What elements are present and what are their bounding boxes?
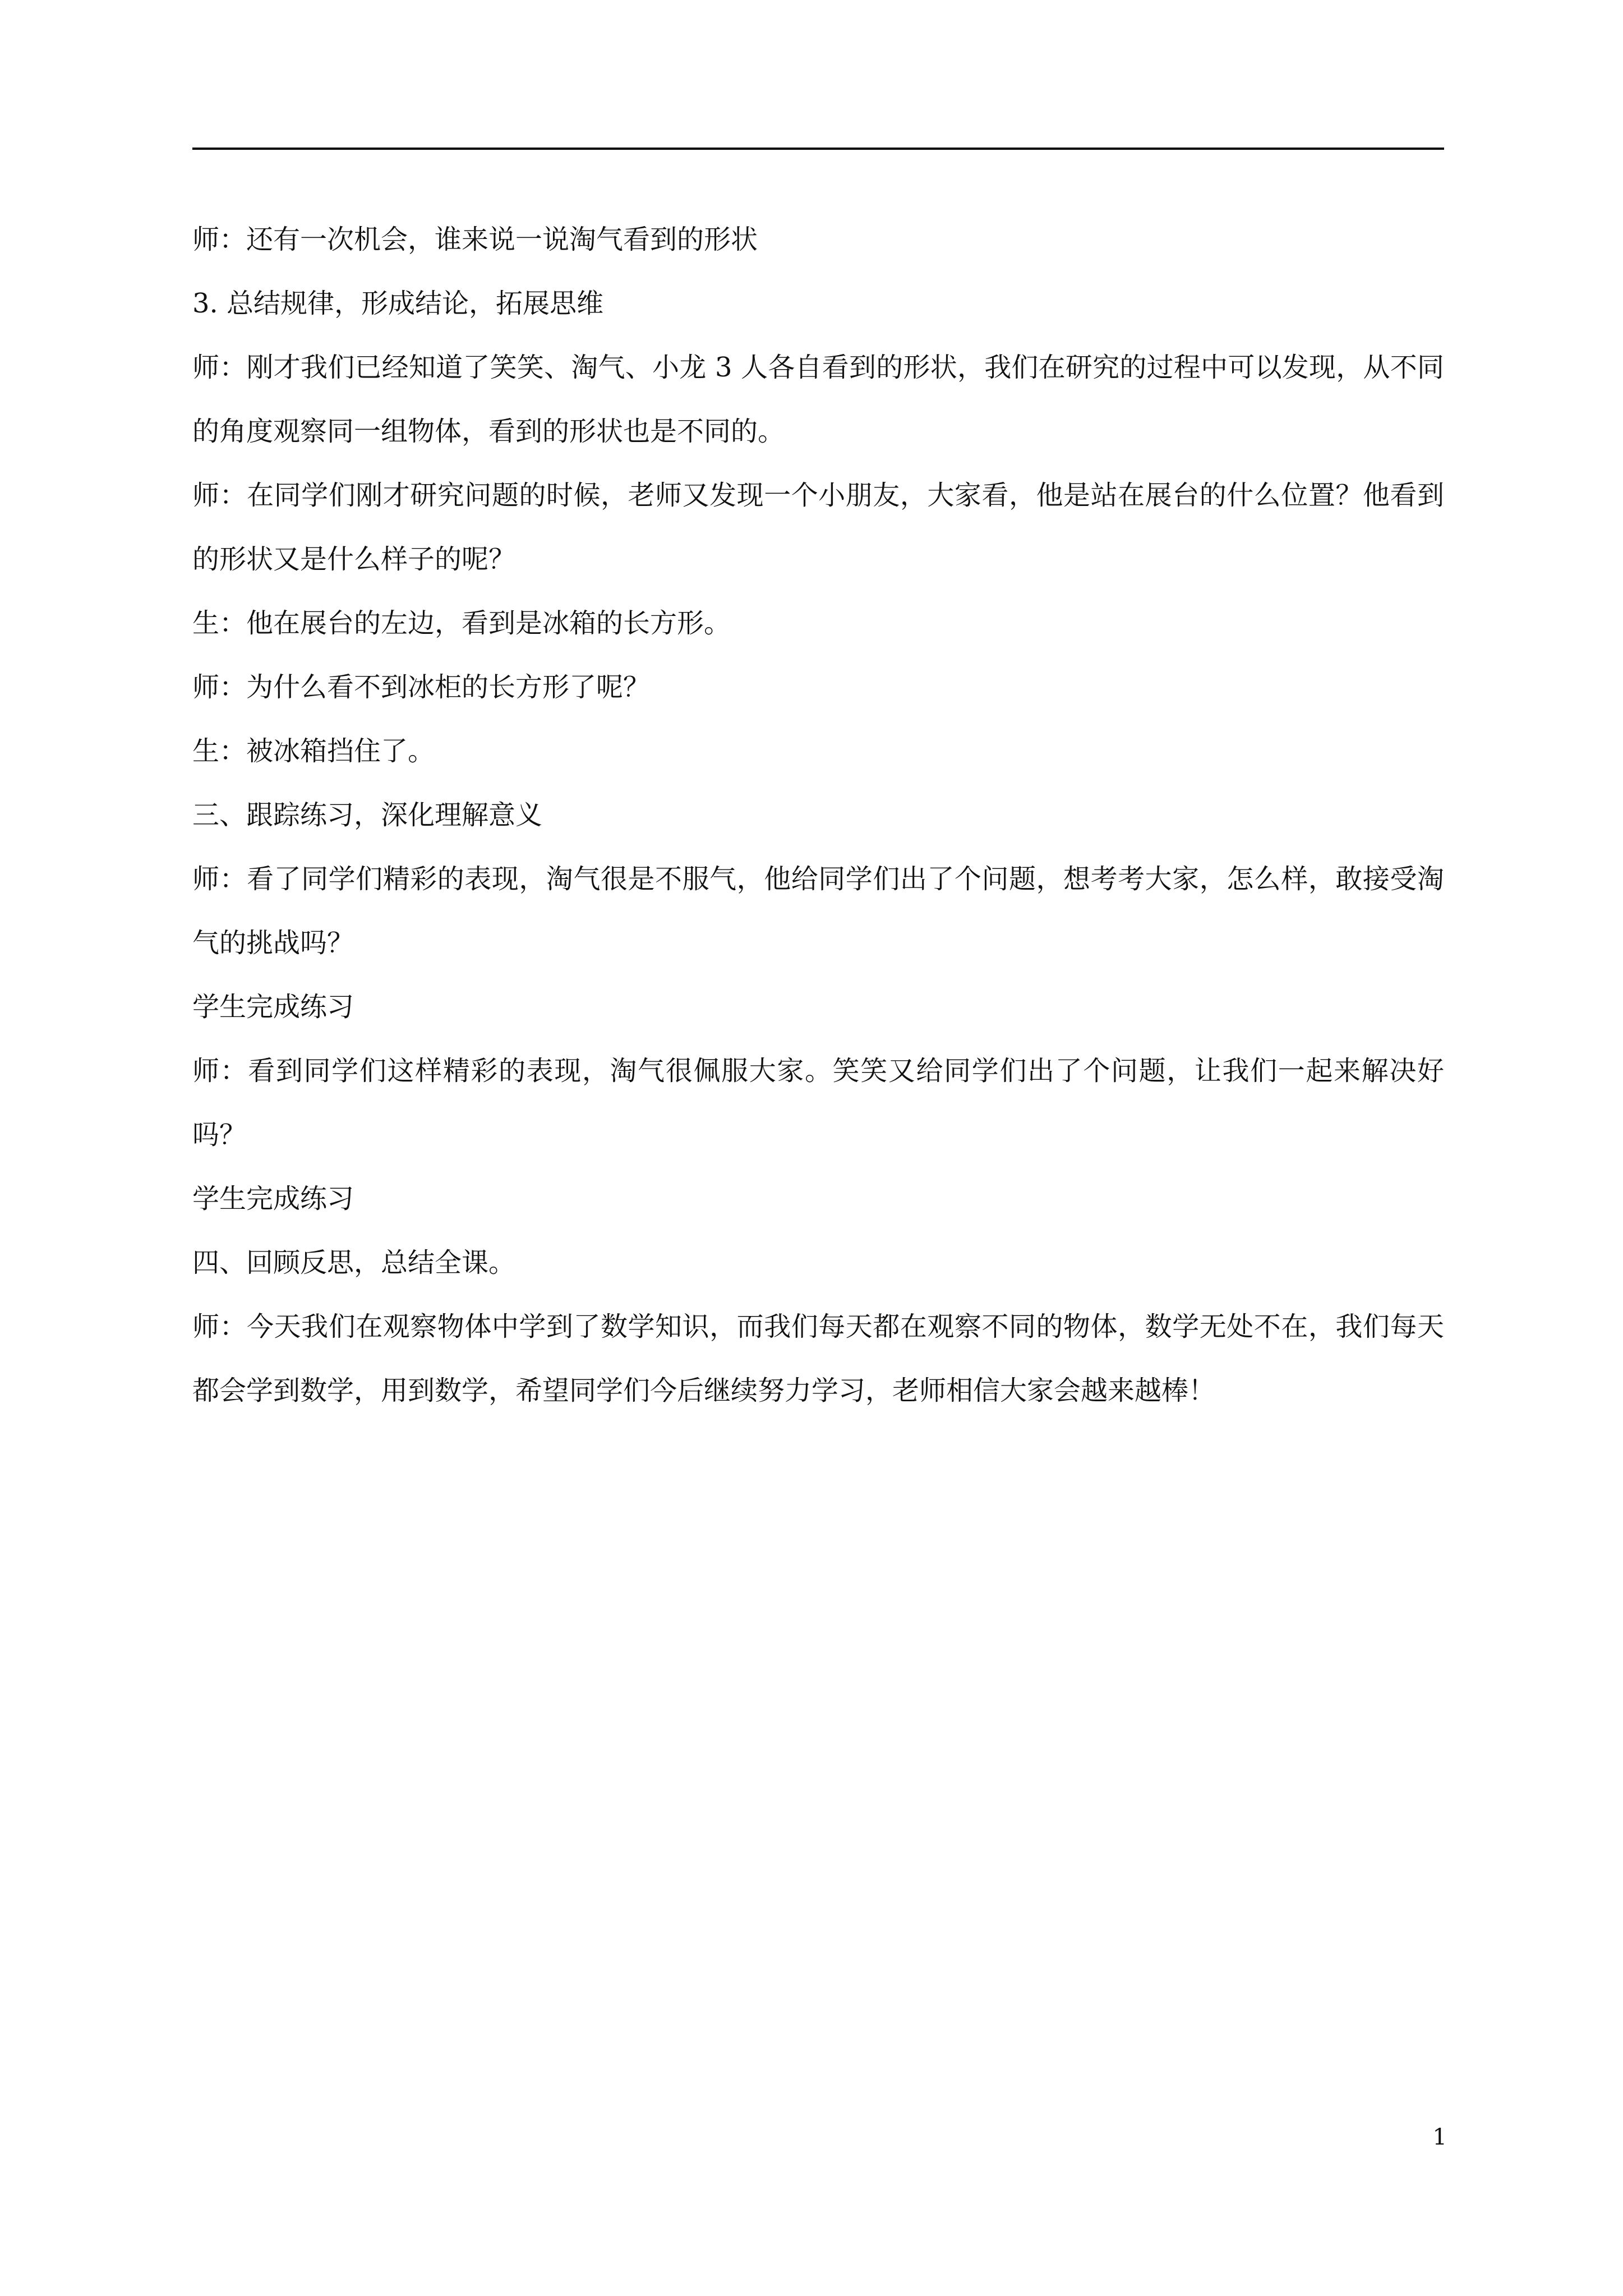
- document-body: [192, 208, 1444, 1423]
- paragraph: 师：还有一次机会，谁来说一说淘气看到的形状: [192, 224, 758, 255]
- paragraph: 生：他在展台的左边，看到是冰箱的长方形。: [192, 608, 731, 639]
- section-heading: 3. 总结规律，形成结论，拓展思维: [192, 288, 604, 319]
- paragraph: 学生完成练习: [192, 1183, 354, 1214]
- page-number: 1: [1432, 2124, 1447, 2150]
- paragraph: 生：被冰箱挡住了。: [192, 735, 435, 767]
- header-rule: [192, 148, 1444, 150]
- paragraph: 师：刚才我们已经知道了笑笑、淘气、小龙 3 人各自看到的形状，我们在研究的过程中可以发现，从不同的角度观察同一组物体，看到的形状也是不同的。: [192, 352, 1444, 447]
- paragraph: 师：今天我们在观察物体中学到了数学知识，而我们每天都在观察不同的物体，数学无处不在，我们每天都会学到数学，用到数学，希望同学们今后继续努力学习，老师相信大家会越来越棒！: [192, 1311, 1444, 1406]
- paragraph: 师：看到同学们这样精彩的表现，淘气很佩服大家。笑笑又给同学们出了个问题，让我们一起来解决好吗？: [192, 1055, 1444, 1151]
- paragraph: 师：看了同学们精彩的表现，淘气很是不服气，他给同学们出了个问题，想考考大家，怎么样，敢接受淘气的挑战吗？: [192, 863, 1444, 959]
- section-heading: 三、跟踪练习，深化理解意义: [192, 799, 543, 831]
- paragraph: 师：在同学们刚才研究问题的时候，老师又发现一个小朋友，大家看，他是站在展台的什么位置？他看到的形状又是什么样子的呢？: [192, 480, 1444, 575]
- paragraph: 学生完成练习: [192, 991, 354, 1023]
- section-heading: 四、回顾反思，总结全课。: [192, 1247, 516, 1278]
- paragraph: 师：为什么看不到冰柜的长方形了呢？: [192, 671, 651, 703]
